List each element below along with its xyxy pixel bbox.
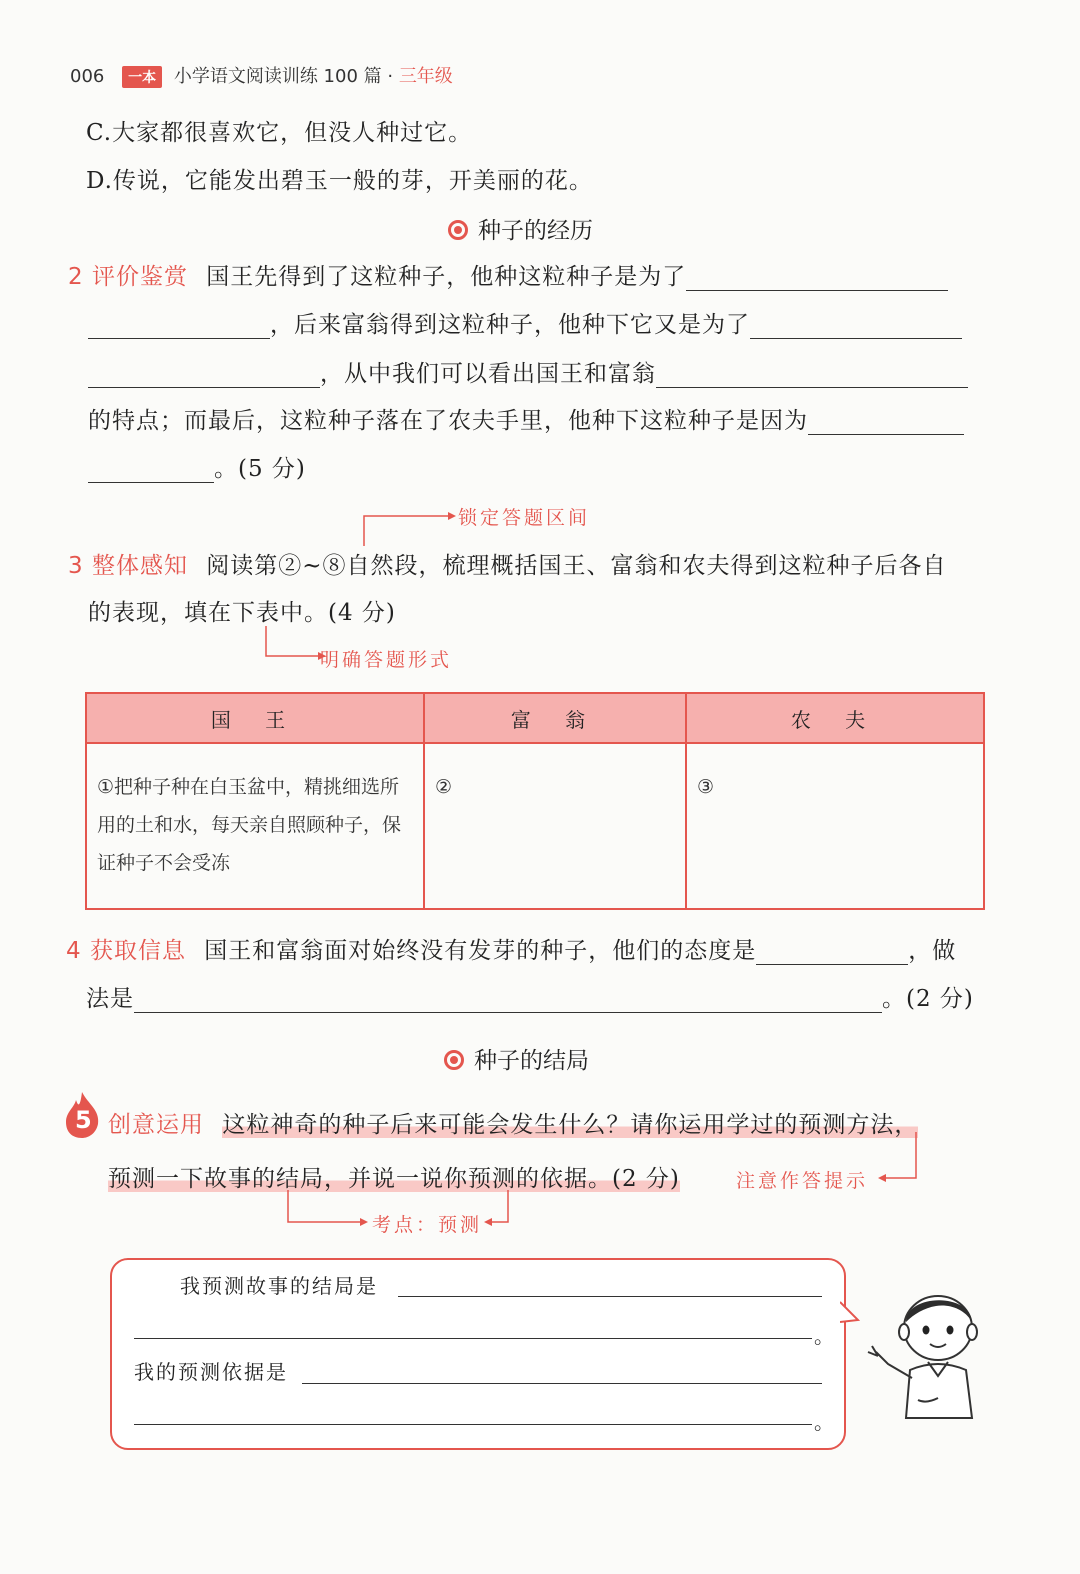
target-circle-icon [448, 220, 468, 240]
annotation-arrow-3 [876, 1130, 926, 1190]
answer-blank[interactable] [686, 266, 948, 291]
basis-prompt: 我的预测依据是 [134, 1360, 288, 1384]
question-2-line-4: 的特点；而最后，这粒种子落在了农夫手里，他种下这粒种子是因为 [88, 402, 964, 435]
answer-blank[interactable] [134, 988, 882, 1013]
question-5-number: 5 [75, 1106, 92, 1134]
bubble-tail [840, 1300, 860, 1324]
question-4-line-2: 法是 。(2 分) [86, 986, 974, 1012]
option-c: C.大家都很喜欢它，但没人种过它。 [86, 120, 473, 146]
answer-blank[interactable] [808, 410, 964, 435]
question-3-line-1: 3 整体感知 阅读第②~⑧自然段，梳理概括国王、富翁和农夫得到这粒种子后各自 [68, 553, 947, 579]
table-header-farmer: 农 夫 [686, 693, 984, 743]
prediction-prompt: 我预测故事的结局是 [180, 1274, 378, 1298]
answer-blank[interactable] [756, 940, 908, 965]
table-header-king: 国 王 [86, 693, 424, 743]
flame-badge-icon [62, 1090, 102, 1140]
annotation-test-point: 考点：预测 [372, 1214, 483, 1236]
question-3-line-2: 的表现，填在下表中。(4 分) [88, 600, 396, 626]
basis-end-mark: 。 [814, 1410, 836, 1434]
answer-blank[interactable] [88, 363, 320, 388]
option-d: D.传说，它能发出碧玉一般的芽，开美丽的花。 [86, 168, 593, 194]
annotation-lock-range: 锁定答题区间 [458, 507, 591, 529]
page-header [70, 62, 453, 88]
question-2-line-1: 2 评价鉴赏 国王先得到了这粒种子，他种这粒种子是为了 [68, 258, 948, 291]
boy-illustration [866, 1286, 986, 1426]
table-cell-farmer[interactable]: ③ [686, 743, 984, 909]
table-cell-king: ①把种子种在白玉盆中，精挑细选所用的土和水，每天亲自照顾种子，保证种子不会受冻 [86, 743, 424, 909]
question-2-line-5: 。(5 分) [88, 450, 306, 483]
answer-blank[interactable] [88, 314, 270, 339]
question-4-line-1: 4 获取信息 国王和富翁面对始终没有发芽的种子，他们的态度是 ，做 [66, 938, 957, 964]
answer-blank[interactable] [750, 314, 962, 339]
target-circle-icon [444, 1050, 464, 1070]
question-5-line-1: 创意运用 这粒神奇的种子后来可能会发生什么？请你运用学过的预测方法， [108, 1112, 919, 1138]
table-cell-rich-man[interactable]: ② [424, 743, 686, 909]
answer-blank[interactable] [656, 363, 968, 388]
section-title-experience: 种子的经历 [448, 212, 593, 245]
table-header-rich-man: 富 翁 [424, 693, 686, 743]
book-title: 小学语文阅读训练 100 篇 · [173, 66, 394, 87]
question-5-line-2: 预测一下故事的结局，并说一说你预测的依据。(2 分) [108, 1166, 680, 1192]
grade-label: 三年级 [398, 66, 453, 87]
question-2-line-2: ，后来富翁得到这粒种子，他种下它又是为了 [88, 306, 962, 339]
section-title-ending: 种子的结局 [444, 1042, 589, 1075]
question-2-label: 2 评价鉴赏 [68, 264, 188, 290]
annotation-answer-format: 明确答题形式 [320, 649, 453, 671]
question-4-label: 4 获取信息 [66, 938, 186, 964]
answer-line[interactable] [398, 1296, 822, 1297]
answer-line[interactable] [302, 1383, 822, 1384]
answer-blank[interactable] [88, 458, 214, 483]
annotation-arrow-1 [360, 510, 460, 550]
annotation-answer-hint: 注意作答提示 [736, 1170, 869, 1192]
question-5-label: 创意运用 [108, 1112, 204, 1138]
answer-table [85, 692, 985, 910]
answer-line[interactable] [134, 1424, 812, 1425]
question-3-label: 3 整体感知 [68, 553, 188, 579]
answer-line[interactable] [134, 1338, 812, 1339]
page-number: 006 [70, 66, 105, 87]
question-2-line-3: ，从中我们可以看出国王和富翁 [88, 355, 968, 388]
book-logo: 一本 [122, 66, 162, 88]
prediction-end-mark: 。 [814, 1324, 836, 1348]
